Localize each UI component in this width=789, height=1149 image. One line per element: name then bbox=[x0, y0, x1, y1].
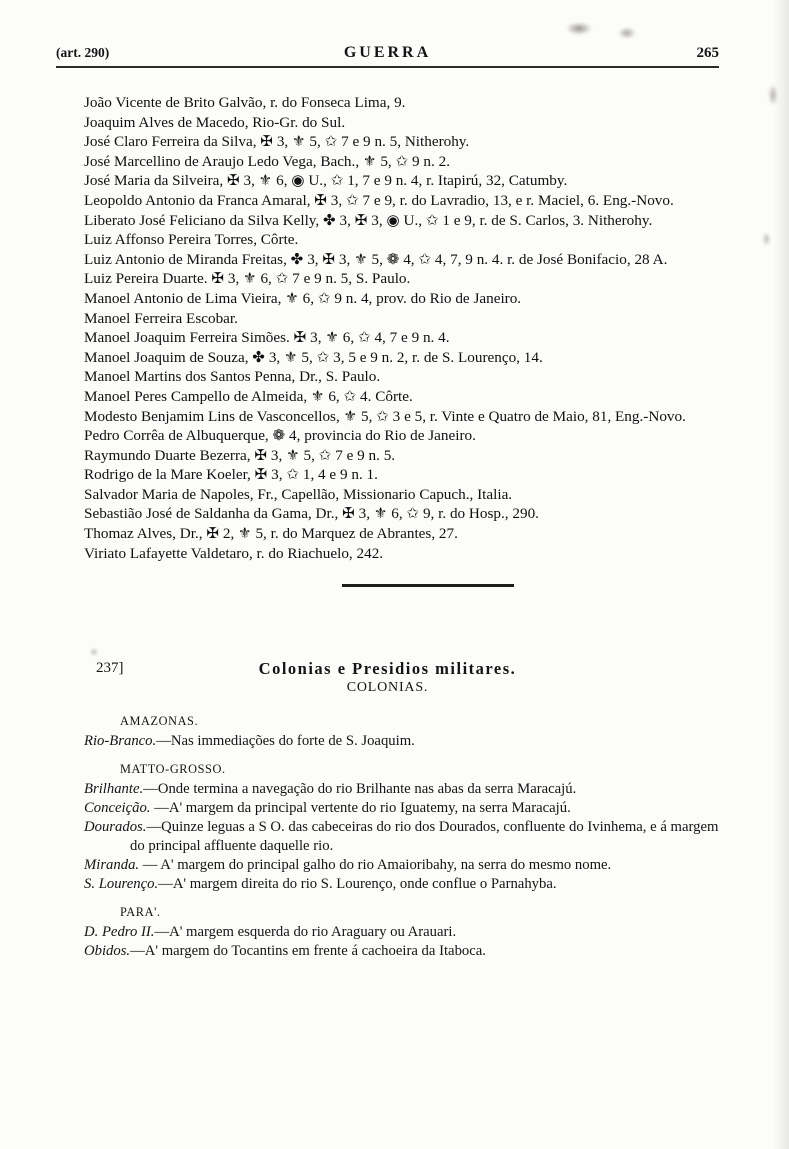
roster-entry: Modesto Benjamim Lins de Vasconcellos, ⚜ 5, ✩ 3 e 5, r. Vinte e Quatro de Maio, 81, Eng.-Novo. bbox=[84, 407, 686, 425]
scan-artifact bbox=[90, 648, 98, 656]
colony-description: — A' margem do principal galho do rio Amaioribahy, na serra do mesmo nome. bbox=[139, 857, 612, 874]
colony-description: —Onde termina a navegação do rio Brilhante nas abas da serra Maracajú. bbox=[143, 781, 577, 798]
scan-artifact bbox=[762, 232, 771, 246]
colony-name: Rio-Branco. bbox=[84, 733, 157, 750]
colony-group bbox=[84, 903, 719, 961]
roster-entry: Viriato Lafayette Valdetaro, r. do Riachuelo, 242. bbox=[84, 544, 384, 562]
colony-item bbox=[84, 799, 719, 818]
roster-entry: Manoel Joaquim Ferreira Simões. ✠ 3, ⚜ 6, ✩ 4, 7 e 9 n. 4. bbox=[84, 329, 450, 347]
colony-description: —A' margem do Tocantins em frente á cachoeira da Itaboca. bbox=[130, 943, 486, 960]
colony-group-heading: PARA'. bbox=[120, 905, 161, 920]
colony-name: Miranda. bbox=[84, 857, 140, 874]
article-reference: (art. 290) bbox=[56, 45, 110, 60]
section-head bbox=[56, 659, 719, 696]
colony-item bbox=[84, 923, 719, 942]
roster-entry: José Maria da Silveira, ✠ 3, ⚜ 6, ◉ U., ✩ 1, 7 e 9 n. 4, r. Itapirú, 32, Catumby. bbox=[84, 172, 568, 190]
roster-entry: Luiz Antonio de Miranda Freitas, ✤ 3, ✠ 3, ⚜ 5, ❁ 4, ✩ 4, 7, 9 n. 4. r. de José Bonifacio, 28 A. bbox=[84, 250, 668, 268]
colony-group-heading: MATTO-GROSSO. bbox=[120, 762, 226, 777]
colony-name: Obidos. bbox=[84, 943, 131, 960]
colony-description: —Quinze leguas a S O. das cabeceiras do rio dos Dourados, confluente do Ivinhema, e á margem do principal affluente daquelle rio. bbox=[130, 819, 719, 855]
roster-entry: Thomaz Alves, Dr., ✠ 2, ⚜ 5, r. do Marquez de Abrantes, 27. bbox=[84, 525, 458, 543]
running-title: GUERRA bbox=[343, 44, 432, 61]
roster-entry: Luiz Affonso Pereira Torres, Côrte. bbox=[84, 231, 299, 249]
colony-name: Dourados. bbox=[84, 819, 147, 836]
colony-item bbox=[84, 780, 719, 799]
roster-entry: Rodrigo de la Mare Koeler, ✠ 3, ✩ 1, 4 e 9 n. 1. bbox=[84, 466, 378, 484]
page-header bbox=[56, 44, 719, 68]
roster-entry: Raymundo Duarte Bezerra, ✠ 3, ⚜ 5, ✩ 7 e 9 n. 5. bbox=[84, 446, 396, 464]
colony-name: Brilhante. bbox=[84, 781, 144, 798]
roster-entry: Liberato José Feliciano da Silva Kelly, ✤ 3, ✠ 3, ◉ U., ✩ 1 e 9, r. de S. Carlos, 3. Nitherohy. bbox=[84, 211, 653, 229]
scan-artifact bbox=[566, 22, 592, 35]
scan-artifact bbox=[768, 84, 778, 106]
colony-description: —A' margem esquerda do rio Araguary ou Arauari. bbox=[154, 924, 457, 941]
colony-item bbox=[84, 942, 719, 961]
roster-entry: Manoel Joaquim de Souza, ✤ 3, ⚜ 5, ✩ 3, 5 e 9 n. 2, r. de S. Lourenço, 14. bbox=[84, 348, 543, 366]
colony-item bbox=[84, 732, 719, 751]
page-number: 265 bbox=[696, 45, 719, 61]
roster-entry: Manoel Ferreira Escobar. bbox=[84, 309, 238, 327]
colony-item bbox=[84, 856, 719, 875]
section-divider-rule bbox=[342, 584, 514, 587]
colony-description: —Nas immediações do forte de S. Joaquim. bbox=[156, 733, 415, 750]
section-subtitle: COLONIAS. bbox=[346, 680, 429, 696]
roster-entry: José Marcellino de Araujo Ledo Vega, Bach., ⚜ 5, ✩ 9 n. 2. bbox=[84, 152, 451, 170]
colony-name: S. Lourenço. bbox=[84, 876, 159, 893]
roster-entry: Salvador Maria de Napoles, Fr., Capellão, Missionario Capuch., Italia. bbox=[84, 485, 513, 503]
colony-name: D. Pedro II. bbox=[84, 924, 155, 941]
colony-description: —A' margem direita do rio S. Lourenço, onde conflue o Parnahyba. bbox=[158, 876, 557, 893]
roster-entry: Manoel Martins dos Santos Penna, Dr., S. Paulo. bbox=[84, 368, 381, 386]
scan-artifact bbox=[618, 27, 636, 39]
roster-entry: Joaquim Alves de Macedo, Rio-Gr. do Sul. bbox=[84, 113, 346, 131]
roster-entry: Manoel Peres Campello de Almeida, ⚜ 6, ✩ 4. Côrte. bbox=[84, 387, 413, 405]
roster-entry: Pedro Corrêa de Albuquerque, ❁ 4, provincia do Rio de Janeiro. bbox=[84, 427, 476, 445]
colony-name: Conceição. bbox=[84, 800, 151, 817]
section-title: Colonias e Presidios militares. bbox=[258, 659, 517, 679]
colony-group bbox=[84, 760, 719, 894]
colony-item bbox=[84, 818, 719, 856]
colony-group-heading: AMAZONAS. bbox=[120, 714, 199, 729]
roster-entry: Luiz Pereira Duarte. ✠ 3, ⚜ 6, ✩ 7 e 9 n. 5, S. Paulo. bbox=[84, 270, 411, 288]
roster-entry: Leopoldo Antonio da Franca Amaral, ✠ 3, ✩ 7 e 9, r. do Lavradio, 13, e r. Maciel, 6. Eng.-Novo. bbox=[84, 191, 674, 209]
roster-entry: Manoel Antonio de Lima Vieira, ⚜ 6, ✩ 9 n. 4, prov. do Rio de Janeiro. bbox=[84, 289, 522, 307]
roster-entry: João Vicente de Brito Galvão, r. do Fonseca Lima, 9. bbox=[84, 94, 406, 111]
colony-description: —A' margem da principal vertente do rio Iguatemy, na serra Maracajú. bbox=[150, 800, 571, 817]
roster-entry: José Claro Ferreira da Silva, ✠ 3, ⚜ 5, ✩ 7 e 9 n. 5, Nitherohy. bbox=[84, 133, 470, 151]
entry-reference-number: 237] bbox=[96, 660, 124, 677]
colony-item bbox=[84, 875, 719, 894]
entries-list bbox=[84, 93, 719, 563]
colony-group bbox=[84, 712, 719, 751]
roster-entry: Sebastião José de Saldanha da Gama, Dr., ✠ 3, ⚜ 6, ✩ 9, r. do Hosp., 290. bbox=[84, 505, 539, 523]
colonies-groups bbox=[84, 712, 719, 961]
